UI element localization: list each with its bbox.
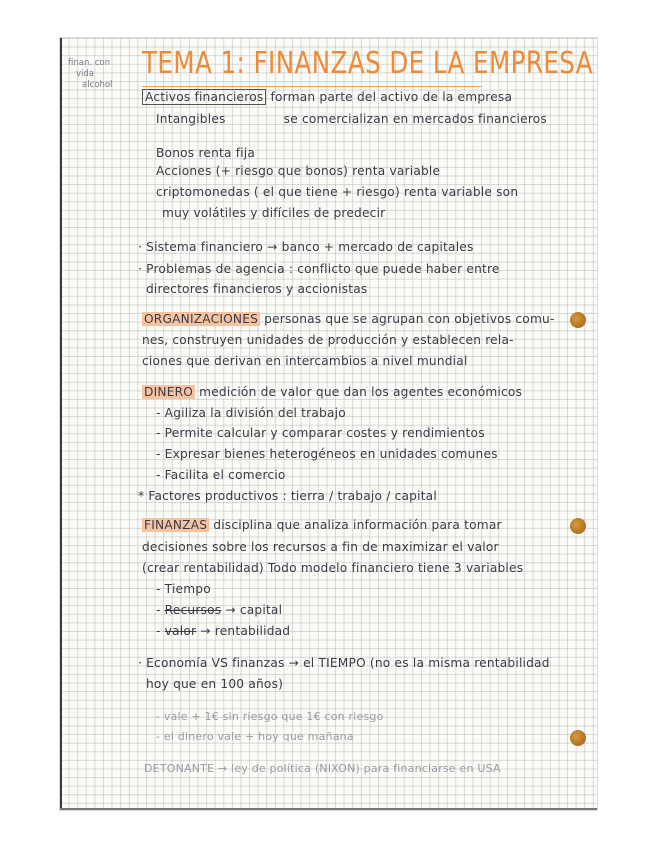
note-line-acciones [156,164,440,178]
margin-note-line: alcohol [82,80,113,90]
note-line-intangibles [156,112,547,126]
faint-line-3: DETONANTE → ley de política (NIXON) para financiarse en USA [144,762,501,775]
note-line-dinero-2: - Permite calcular y comparar costes y rendimientos [156,426,485,440]
def-acciones: (+ riesgo que bonos) renta variable [215,164,441,178]
note-line-activos [142,90,512,104]
notebook-page [60,38,597,810]
def-organizaciones: personas que se agrupan con objetivos comu- [264,312,555,326]
note-line-dinero-1: - Agiliza la división del trabajo [156,406,346,420]
note-line-var-capital: - Recursos → capital [156,603,283,617]
binder-hole-icon [570,518,586,534]
term-organizaciones: ORGANIZACIONES [144,312,259,326]
note-line-finanzas-cont2: (crear rentabilidad) Todo modelo financiero tiene 3 variables [142,561,524,575]
struck-valor: valor [164,624,197,638]
def-bonos: renta fija [198,146,256,160]
term-intangibles: Intangibles [156,112,226,126]
term-cripto: criptomonedas [156,185,250,199]
var-rentabilidad: → rentabilidad [200,624,291,638]
faint-line-1: - vale + 1€ sin riesgo que 1€ con riesgo [156,710,384,723]
page-bottom-edge [60,808,597,810]
note-line-finanzas-cont1: decisiones sobre los recursos a fin de maximizar el valor [142,540,499,554]
def-activos: forman parte del activo de la empresa [270,90,513,104]
note-line-finanzas [142,518,502,532]
faint-line-2: - el dinero vale + hoy que mañana [156,730,354,743]
note-line-dinero [142,385,522,399]
note-line-cripto [156,185,518,199]
note-line-dinero-3: - Expresar bienes heterogéneos en unidades comunes [156,447,498,461]
note-line-sistema: · Sistema financiero → banco + mercado de capitales [138,240,474,254]
def-intangibles: se comercializan en mercados financieros [283,112,547,126]
note-line-var-rentabilidad: - valor → rentabilidad [156,624,291,638]
margin-note [68,58,112,91]
def-finanzas: disciplina que analiza información para tomar [213,518,502,532]
note-line-economia: · Economía VS finanzas → el TIEMPO (no es la misma rentabilidad [138,656,550,670]
note-line-var-tiempo: - Tiempo [156,582,211,596]
notebook-spine [60,38,62,810]
struck-recursos: Recursos [164,603,222,617]
note-line-cripto-cont: muy volátiles y difíciles de predecir [162,206,386,220]
def-dinero: medición de valor que dan los agentes económicos [199,385,523,399]
term-activos: Activos financieros [142,89,266,105]
binder-hole-icon [570,730,586,746]
term-finanzas: FINANZAS [144,518,208,532]
term-bonos: Bonos [156,146,195,160]
note-line-org-cont1: nes, construyen unidades de producción y establecen rela- [142,333,514,347]
note-line-organizaciones [142,312,555,326]
margin-note-line: finan. con [68,58,111,68]
note-line-factores: * Factores productivos : tierra / trabajo / capital [138,489,437,503]
note-line-bonos [156,146,255,160]
margin-note-line: vida [76,69,94,79]
title-underline [142,86,482,87]
var-capital: → capital [225,603,283,617]
note-line-problemas: · Problemas de agencia : conflicto que puede haber entre [138,262,500,276]
term-acciones: Acciones [156,164,212,178]
page-title: TEMA 1: FINANZAS DE LA EMPRESA [142,46,594,81]
term-dinero: DINERO [144,385,194,399]
note-line-org-cont2: ciones que derivan en intercambios a nivel mundial [142,354,468,368]
note-line-dinero-4: - Facilita el comercio [156,468,286,482]
def-cripto: ( el que tiene + riesgo) renta variable son [253,185,519,199]
note-line-economia-cont: hoy que en 100 años) [146,677,284,691]
note-line-problemas-cont: directores financieros y accionistas [146,282,368,296]
binder-hole-icon [570,312,586,328]
